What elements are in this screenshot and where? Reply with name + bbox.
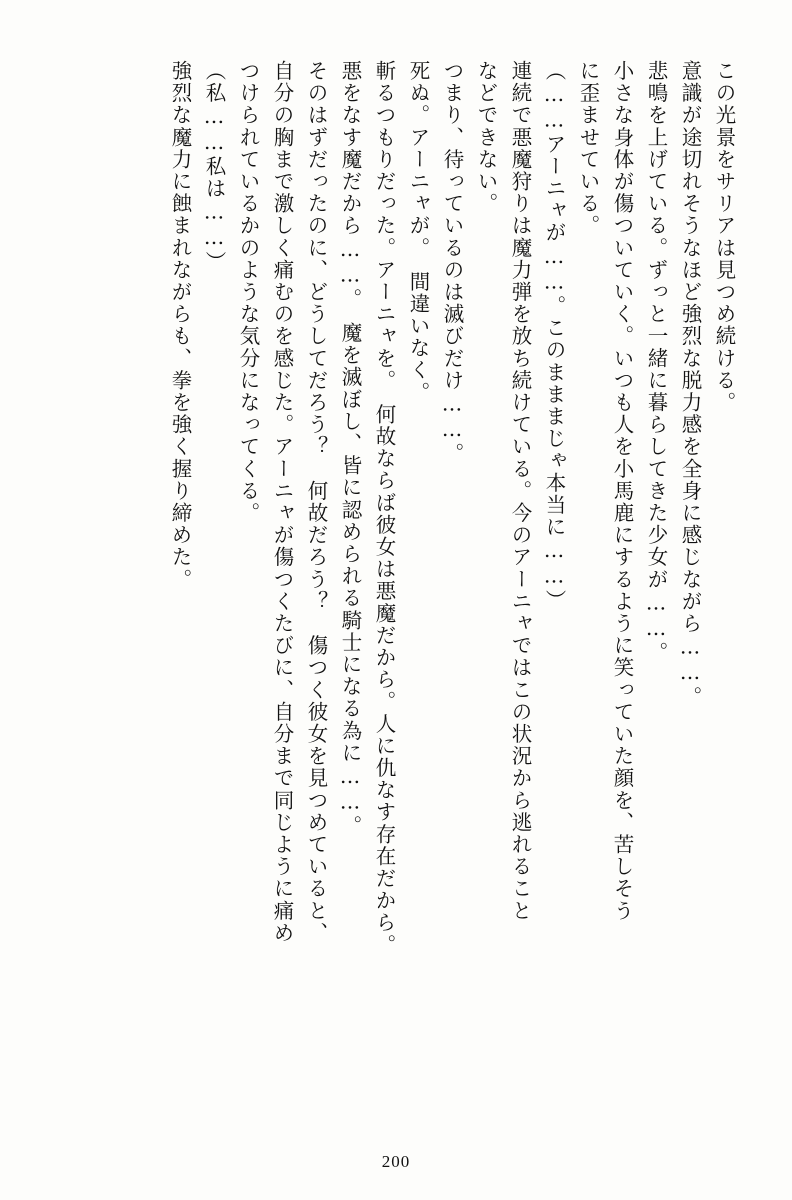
text-column: この光景をサリアは見つめ続ける。 — [712, 60, 736, 414]
text-column: 意識が途切れそうなほど強烈な脱力感を全身に感じながら……。 — [678, 60, 702, 708]
vertical-text-body — [58, 60, 734, 1090]
text-column: 連続で悪魔狩りは魔力弾を放ち続けている。今のアーニャではこの状況から逃れること — [508, 60, 532, 922]
text-column: 死ぬ。アーニャが。 間違いなく。 — [406, 60, 430, 404]
text-column: 斬るつもりだった。アーニャを。 何故ならば彼女は悪魔だから。人に仇なす存在だから。 — [372, 60, 396, 956]
text-column: つまり、待っているのは滅びだけ……。 — [440, 60, 464, 465]
text-column: そのはずだったのに、どうしてだろう？ 何故だろう？ 傷つく彼女を見つめていると、 — [304, 60, 328, 944]
page-number: 200 — [381, 1152, 411, 1171]
text-column: 強烈な魔力に蝕まれながらも、拳を強く握り締めた。 — [168, 60, 192, 591]
text-column: 悪をなす魔だから……。 魔を滅ぼし、皆に認められる騎士になる為に……。 — [338, 60, 362, 838]
text-column: （私……私は……） — [202, 60, 226, 273]
text-column: などできない。 — [474, 60, 498, 215]
text-column: （……アーニャが……。このまままじゃ本当に……） — [542, 60, 566, 612]
text-column: 悲鳴を上げている。ずっと一緒に暮らしてきた少女が……。 — [644, 60, 668, 664]
text-column: 小さな身体が傷ついていく。いつも人を小馬鹿にするように笑っていた顔を、苦しそう — [610, 60, 634, 922]
text-column: 自分の胸まで激しく痛むのを感じた。アーニャが傷つくたびに、自分まで同じように痛め — [270, 60, 294, 944]
text-column: つけられているかのような気分になってくる。 — [236, 60, 260, 525]
text-column: に歪ませている。 — [576, 60, 600, 237]
